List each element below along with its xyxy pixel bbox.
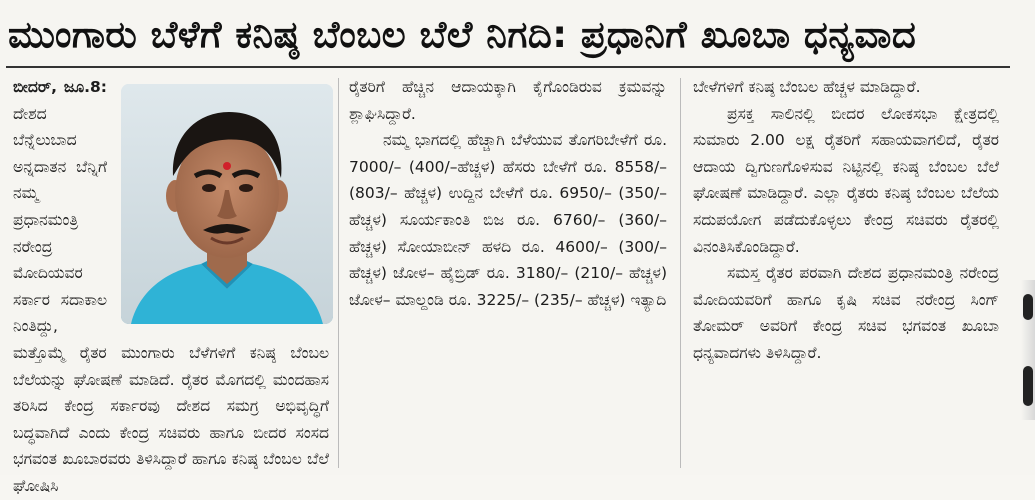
paragraph-1-continued: ರೈತರಿಗೆ ಹೆಚ್ಚಿನ ಆದಾಯಕ್ಕಾಗಿ ಕೈಗೊಂಡಿರುವ ಕ್ರಮವನ್ನು ಶ್ಲಾಘಿಸಿದ್ದಾರೆ.: [349, 78, 667, 123]
portrait-illustration: [121, 84, 333, 324]
paragraph-2-continued: ಬೇಳೆಗಳಿಗೆ ಕನಿಷ್ಠ ಬೆಂಬಲ ಹೆಚ್ಚಳ ಮಾಡಿದ್ದಾರೆ.: [693, 78, 921, 96]
dateline: ಬೀದರ್, ಜೂ.8:: [13, 78, 107, 96]
paragraph-4-text: ಸಮಸ್ತ ರೈತರ ಪರವಾಗಿ ದೇಶದ ಪ್ರಧಾನಮಂತ್ರಿ ನರೇಂದ್ರ ಮೋದಿಯವರಿಗೆ ಹಾಗೂ ಕೃಷಿ ಸಚಿವ ನರೇಂದ್ರ ಸಿಂಗ್ ತೋಮರ್ ಅವರಿಗೆ ಕೇಂದ್ರ ಸಚಿವ ಭಗವಂತ ಖೂಬಾ ಧನ್ಯವಾದಗಳು ತಿಳಿಸಿದ್ದಾರೆ.: [693, 264, 999, 362]
article-column-3: [693, 74, 999, 470]
article-column-2: [349, 74, 667, 470]
headline: ಮುಂಗಾರು ಬೆಳೆಗೆ ಕನಿಷ್ಠ ಬೆಂಬಲ ಬೆಲೆ ನಿಗದಿ: ಪ್ರಧಾನಿಗೆ ಖೂಬಾ ಧನ್ಯವಾದ: [8, 13, 917, 56]
paragraph-3-text: ಪ್ರಸಕ್ತ ಸಾಲಿನಲ್ಲಿ ಬೀದರ ಲೋಕಸಭಾ ಕ್ಷೇತ್ರದಲ್ಲಿ ಸುಮಾರು 2.00 ಲಕ್ಷ ರೈತರಿಗೆ ಸಹಾಯವಾಗಲಿದೆ, ರೈತರ ಆದಾಯ ದ್ವಿಗುಣಗೊಳಿಸುವ ನಿಟ್ಟಿನಲ್ಲಿ ಕನಿಷ್ಠ ಬೆಂಬಲ ಬೆಲೆ ಘೋಷಣೆ ಮಾಡಿದ್ದಾರೆ. ಎಲ್ಲಾ ರೈತರು ಕನಿಷ್ಠ ಬೆಂಬಲ ಬೆಲೆಯ ಸದುಪಯೋಗ ಪಡೆದುಕೊಳ್ಳಲು ಕೇಂದ್ರ ಸಚಿವರು ರೈತರಲ್ಲಿ ವಿನಂತಿಸಿಕೊಂಡಿದ್ದಾರೆ.: [693, 104, 999, 256]
paragraph-1-text: ದೇಶದ ಬೆನ್ನೆಲುಬಾದ ಅನ್ನದಾತನ ಬೆನ್ನಿಗೆ ನಮ್ಮ ಪ್ರಧಾನಮಂತ್ರಿ ನರೇಂದ್ರ ಮೋದಿಯವರ ಸರ್ಕಾರ ಸದಾಕಾಲ ನಿಂತಿದ್ದು, ಮತ್ತೊಮ್ಮೆ ರೈತರ ಮುಂಗಾರು ಬೆಳೆಗಳಿಗೆ ಕನಿಷ್ಠ ಬೆಂಬಲ ಬೆಲೆಯನ್ನು ಘೋಷಣೆ ಮಾಡಿದೆ. ರೈತರ ಮೊಗದಲ್ಲಿ ಮಂದಹಾಸ ತರಿಸಿದ ಕೇಂದ್ರ ಸರ್ಕಾರವು ದೇಶದ ಸಮಗ್ರ ಅಭಿವೃದ್ಧಿಗೆ ಬದ್ಧವಾಗಿದೆ ಎಂದು ಕೇಂದ್ರ ಸಚಿವರು ಹಾಗೂ ಬೀದರ ಸಂಸದ ಭಗವಂತ ಖೂಬಾರವರು ತಿಳಿಸಿದ್ದಾರೆ ಹಾಗೂ ಕನಿಷ್ಠ ಬೆಂಬಲ ಬೆಲೆ ಘೋಷಿಸಿ: [13, 104, 329, 495]
portrait-photo-icon: [121, 84, 333, 324]
column-divider-1: [338, 78, 339, 468]
paragraph-2-text: ನಮ್ಮ ಭಾಗದಲ್ಲಿ ಹೆಚ್ಚಾಗಿ ಬೆಳೆಯುವ ತೊಗರಿಬೇಳೆಗೆ ರೂ. 7000/– (400/–ಹೆಚ್ಚಳ) ಹೆಸರು ಬೇಳೆಗೆ ರೂ. 8558/– (803/– ಹೆಚ್ಚಳ) ಉದ್ದಿನ ಬೇಳೆಗೆ ರೂ. 6950/– (350/–ಹೆಚ್ಚಳ) ಸೂರ್ಯಕಾಂತಿ ಬಿಜ ರೂ. 6760/– (360/– ಹೆಚ್ಚಳ) ಸೋಯಾಬೀನ್ ಹಳದಿ ರೂ. 4600/– (300/– ಹೆಚ್ಚಳ) ಜೋಳ– ಹೈಬ್ರಿಡ್ ರೂ. 3180/– (210/– ಹೆಚ್ಚಳ) ಜೋಳ– ಮಾಲ್ದಂಡಿ ರೂ. 3225/– (235/– ಹೆಚ್ಚಳ) ಇತ್ಯಾದಿ: [349, 131, 667, 309]
article-column-1: [13, 74, 329, 495]
column-divider-2: [680, 78, 681, 468]
edge-mark-top: [1023, 294, 1033, 320]
page-edge: [1021, 280, 1035, 420]
headline-rule: [6, 66, 1010, 68]
edge-mark-bottom: [1023, 366, 1033, 406]
